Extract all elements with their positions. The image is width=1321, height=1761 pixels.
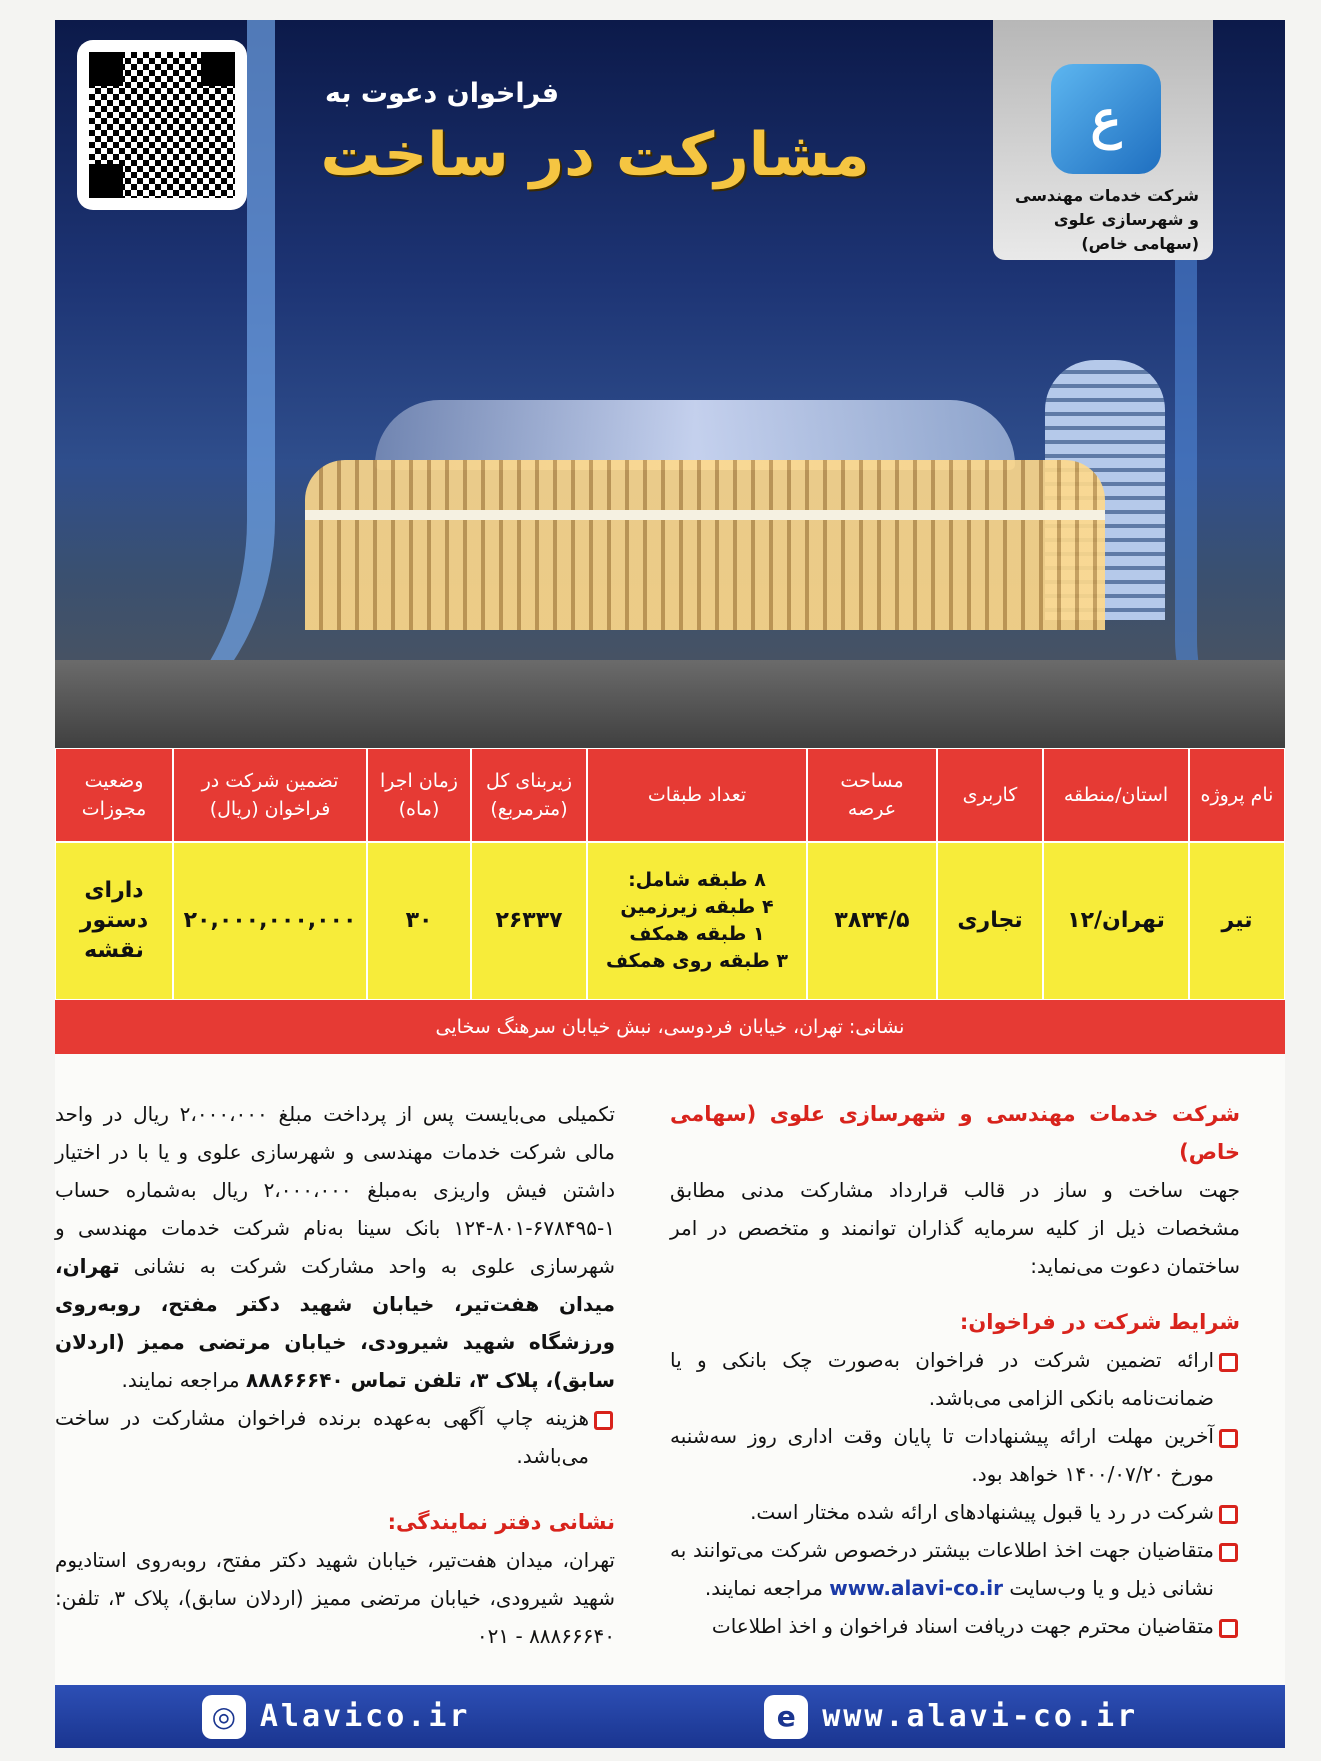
title-small: فراخوان دعوت به [325,78,560,109]
header-cell: نام پروژه [1189,748,1285,842]
table-cell: تهران/۱۲ [1043,842,1189,1000]
building-illustration [245,400,1165,650]
project-table [55,748,1285,1054]
table-cell: دارای دستور نقشه [55,842,173,1000]
intro-text: جهت ساخت و ساز در قالب قرارداد مشارکت مدنی مطابق مشخصات ذیل از کلیه سرمایه گذاران توانمند و متخصص در امر ساختمان دعوت می‌نماید: [670,1178,1240,1278]
condition-item: هزینه چاپ آگهی به‌عهده برنده فراخوان مشارکت در ساخت می‌باشد. [55,1399,615,1475]
right-column [670,1095,1240,1645]
qr-code[interactable] [77,40,247,210]
table-cell: ۸ طبقه شامل: ۴ طبقه زیرزمین ۱ طبقه همکف ۳ طبقه روی همکف [587,842,807,1000]
conditions-title: شرایط شرکت در فراخوان: [959,1310,1240,1334]
header-cell: زیربنای کل (مترمربع) [471,748,587,842]
office-address-bold: تهران، میدان هفت‌تیر، خیابان شهید دکتر مفتح، روبه‌روی ورزشگاه شهید شیرودی، خیابان مرتضی ممیز (اردلان سابق)، پلاک ۳، تلفن تماس ۸۸۸۶۶۶۴۰ [55,1254,615,1392]
payment-text: تکمیلی می‌بایست پس از پرداخت مبلغ ۲،۰۰۰،۰۰۰ ریال در واحد مالی شرکت خدمات مهندسی و شهرسازی علوی و یا با در اختیار داشتن فیش واریزی به‌مبلغ ۲،۰۰۰،۰۰۰ ریال به‌شماره حساب ۱-۶۷۸۴۹۵-۸۰۱-۱۲۴ بانک سینا به‌نام شرکت خدمات مهندسی و شهرسازی علوی به واحد مشارکت شرکت به نشانی تهران، میدان هفت‌تیر، خیابان شهید دکتر مفتح، روبه‌روی ورزشگاه شهید شیرودی، خیابان مرتضی ممیز (اردلان سابق)، پلاک ۳، تلفن تماس ۸۸۸۶۶۶۴۰ مراجعه نمایند. [55,1102,616,1392]
header-cell: زمان اجرا (ماه) [367,748,471,842]
condition-item: شرکت در رد یا قبول پیشنهادهای ارائه شده مختار است. [670,1493,1240,1531]
condition-item: متقاضیان جهت اخذ اطلاعات بیشتر درخصوص شرکت می‌توانند به نشانی ذیل و یا وب‌سایت www.alavi-co.ir مراجعه نمایند. [670,1531,1240,1607]
website-link[interactable]: www.alavi-co.ir [829,1576,1003,1600]
left-column [55,1095,615,1655]
company-logo-icon: ع [1051,64,1161,174]
office-title: نشانی دفتر نمایندگی: [387,1510,615,1534]
page-title: مشارکت در ساخت [320,120,870,190]
browser-icon: e [764,1695,808,1739]
header-cell: تضمین شرکت در فراخوان (ریال) [173,748,367,842]
table-cell: ۳۰ [367,842,471,1000]
street [55,660,1285,760]
table-header-row [55,748,1285,842]
condition-item: متقاضیان محترم جهت دریافت اسناد فراخوان و اخذ اطلاعات [670,1607,1240,1645]
company-logo-name: شرکت خدمات مهندسی و شهرسازی علوی (سهامی خاص) [1015,186,1199,253]
table-cell: ۲۶۳۳۷ [471,842,587,1000]
header-cell: تعداد طبقات [587,748,807,842]
header-cell: استان/منطقه [1043,748,1189,842]
table-cell: تجاری [937,842,1043,1000]
header-cell: وضعیت مجوزات [55,748,173,842]
company-logo-panel [993,20,1213,260]
table-cell: تیر [1189,842,1285,1000]
footer-instagram[interactable]: ◎ Alavico.ir [202,1695,471,1739]
header-cell: مساحت عرصه [807,748,937,842]
company-title: شرکت خدمات مهندسی و شهرسازی علوی (سهامی خاص) [670,1102,1240,1164]
footer-bar [55,1685,1285,1748]
table-cell: ۲۰,۰۰۰,۰۰۰,۰۰۰ [173,842,367,1000]
advertisement [55,20,1285,1748]
footer-website[interactable]: e www.alavi-co.ir [764,1695,1138,1739]
table-row [55,842,1285,1000]
instagram-icon: ◎ [202,1695,246,1739]
office-address: تهران، میدان هفت‌تیر، خیابان شهید دکتر مفتح، روبه‌روی استادیوم شهید شیرودی، خیابان مرتضی ممیز (اردلان سابق)، پلاک ۳، تلفن: ۸۸۸۶۶۶۴۰ - ۰۲۱ [55,1548,615,1648]
project-address: نشانی: تهران، خیابان فردوسی، نبش خیابان سرهنگ سخایی [55,1000,1285,1054]
condition-item: ارائه تضمین شرکت در فراخوان به‌صورت چک بانکی و یا ضمانت‌نامه بانکی الزامی می‌باشد. [670,1341,1240,1417]
condition-item: آخرین مهلت ارائه پیشنهادات تا پایان وقت اداری روز سه‌شنبه مورخ ۱۴۰۰/۰۷/۲۰ خواهد بود. [670,1417,1240,1493]
table-cell: ۳۸۳۴/۵ [807,842,937,1000]
header-cell: کاربری [937,748,1043,842]
hero-banner [55,20,1285,760]
